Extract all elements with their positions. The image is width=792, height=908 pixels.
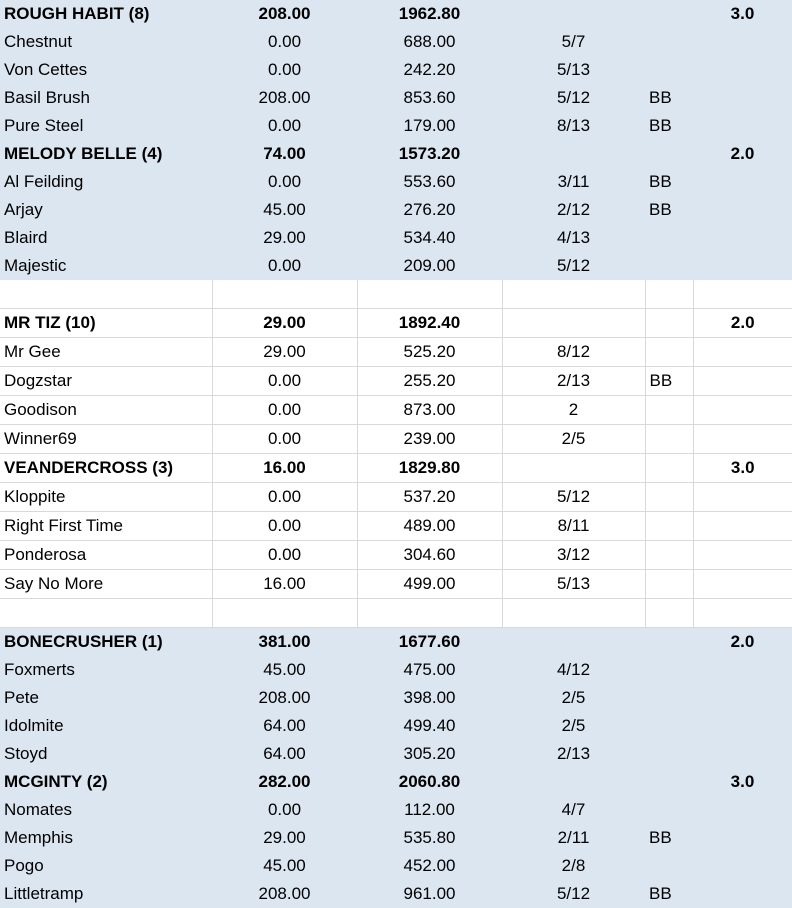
bb-cell [645,570,693,599]
score-cell: 208.00 [212,880,357,908]
bb-cell [645,740,693,768]
player-row [0,168,792,196]
position-cell [502,140,645,168]
team-row [0,768,792,796]
empty-cell [357,599,502,628]
position-cell: 4/12 [502,656,645,684]
score-cell: 74.00 [212,140,357,168]
player-name: Al Feilding [0,168,212,196]
player-name: Arjay [0,196,212,224]
score-cell: 64.00 [212,712,357,740]
bb-cell [645,396,693,425]
player-name: Idolmite [0,712,212,740]
bb-cell: BB [645,168,693,196]
player-name: Littletramp [0,880,212,908]
player-name: Blaird [0,224,212,252]
position-cell: 4/13 [502,224,645,252]
total-cell: 276.20 [357,196,502,224]
total-cell: 112.00 [357,796,502,824]
points-cell: 2.0 [693,140,792,168]
player-row [0,656,792,684]
team-name: MELODY BELLE (4) [0,140,212,168]
bb-cell [645,656,693,684]
player-row [0,396,792,425]
total-cell: 1677.60 [357,628,502,657]
score-cell: 208.00 [212,84,357,112]
position-cell: 3/12 [502,541,645,570]
score-cell: 45.00 [212,852,357,880]
points-cell [693,28,792,56]
player-row [0,28,792,56]
points-cell: 3.0 [693,454,792,483]
team-row [0,454,792,483]
position-cell [502,0,645,28]
total-cell: 873.00 [357,396,502,425]
player-row [0,367,792,396]
score-cell: 0.00 [212,512,357,541]
player-row [0,56,792,84]
player-row [0,425,792,454]
bb-cell [645,140,693,168]
player-name: Pogo [0,852,212,880]
separator-row [0,599,792,628]
score-cell: 45.00 [212,656,357,684]
total-cell: 853.60 [357,84,502,112]
empty-cell [357,280,502,309]
points-cell [693,684,792,712]
points-cell [693,168,792,196]
total-cell: 179.00 [357,112,502,140]
score-cell: 45.00 [212,196,357,224]
player-row [0,684,792,712]
player-name: Mr Gee [0,338,212,367]
player-row [0,112,792,140]
team-name: VEANDERCROSS (3) [0,454,212,483]
player-row [0,224,792,252]
position-cell: 8/11 [502,512,645,541]
score-cell: 29.00 [212,309,357,338]
score-cell: 0.00 [212,56,357,84]
player-name: Stoyd [0,740,212,768]
team-row [0,628,792,657]
player-name: Right First Time [0,512,212,541]
total-cell: 499.00 [357,570,502,599]
score-cell: 0.00 [212,396,357,425]
total-cell: 2060.80 [357,768,502,796]
points-cell [693,425,792,454]
total-cell: 398.00 [357,684,502,712]
points-cell [693,824,792,852]
position-cell: 5/13 [502,56,645,84]
points-cell [693,512,792,541]
position-cell: 2/13 [502,367,645,396]
points-cell [693,541,792,570]
position-cell: 5/12 [502,483,645,512]
team-name: BONECRUSHER (1) [0,628,212,657]
points-cell: 2.0 [693,628,792,657]
position-cell: 2/12 [502,196,645,224]
position-cell: 8/12 [502,338,645,367]
bb-cell: BB [645,880,693,908]
bb-cell [645,252,693,280]
bb-cell [645,768,693,796]
total-cell: 242.20 [357,56,502,84]
score-cell: 0.00 [212,252,357,280]
player-name: Pure Steel [0,112,212,140]
empty-cell [645,599,693,628]
score-cell: 29.00 [212,824,357,852]
score-cell: 0.00 [212,28,357,56]
score-cell: 0.00 [212,367,357,396]
bb-cell [645,56,693,84]
position-cell: 2/11 [502,824,645,852]
points-cell: 3.0 [693,768,792,796]
points-cell [693,483,792,512]
team-row [0,309,792,338]
empty-cell [502,599,645,628]
bb-cell [645,425,693,454]
player-name: Pete [0,684,212,712]
position-cell: 3/11 [502,168,645,196]
team-name: MR TIZ (10) [0,309,212,338]
bb-cell: BB [645,112,693,140]
points-cell [693,338,792,367]
player-row [0,796,792,824]
position-cell: 2 [502,396,645,425]
player-row [0,570,792,599]
empty-cell [212,280,357,309]
player-row [0,512,792,541]
player-row [0,880,792,908]
points-cell: 2.0 [693,309,792,338]
position-cell: 5/12 [502,84,645,112]
bb-cell: BB [645,196,693,224]
player-row [0,252,792,280]
position-cell: 4/7 [502,796,645,824]
player-row [0,541,792,570]
empty-cell [693,599,792,628]
points-cell [693,570,792,599]
team-row [0,140,792,168]
score-cell: 29.00 [212,224,357,252]
position-cell: 2/13 [502,740,645,768]
points-cell [693,84,792,112]
total-cell: 489.00 [357,512,502,541]
empty-cell [502,280,645,309]
total-cell: 1829.80 [357,454,502,483]
bb-cell [645,0,693,28]
score-cell: 64.00 [212,740,357,768]
player-row [0,712,792,740]
total-cell: 961.00 [357,880,502,908]
score-cell: 0.00 [212,483,357,512]
score-cell: 0.00 [212,112,357,140]
bb-cell [645,28,693,56]
player-row [0,483,792,512]
team-row [0,0,792,28]
bb-cell [645,796,693,824]
player-name: Ponderosa [0,541,212,570]
total-cell: 688.00 [357,28,502,56]
score-cell: 29.00 [212,338,357,367]
player-row [0,824,792,852]
points-cell [693,252,792,280]
player-name: Von Cettes [0,56,212,84]
total-cell: 499.40 [357,712,502,740]
player-name: Kloppite [0,483,212,512]
position-cell [502,628,645,657]
position-cell [502,309,645,338]
score-cell: 208.00 [212,0,357,28]
empty-cell [212,599,357,628]
total-cell: 535.80 [357,824,502,852]
bb-cell [645,512,693,541]
player-name: Goodison [0,396,212,425]
points-cell: 3.0 [693,0,792,28]
team-name: ROUGH HABIT (8) [0,0,212,28]
total-cell: 1892.40 [357,309,502,338]
bb-cell [645,224,693,252]
player-name: Dogzstar [0,367,212,396]
bb-cell: BB [645,84,693,112]
points-cell [693,396,792,425]
score-cell: 16.00 [212,454,357,483]
points-cell [693,196,792,224]
score-cell: 0.00 [212,168,357,196]
player-name: Memphis [0,824,212,852]
bb-cell [645,684,693,712]
points-cell [693,112,792,140]
position-cell: 2/8 [502,852,645,880]
total-cell: 534.40 [357,224,502,252]
bb-cell [645,309,693,338]
score-cell: 381.00 [212,628,357,657]
bb-cell [645,454,693,483]
total-cell: 553.60 [357,168,502,196]
total-cell: 1573.20 [357,140,502,168]
total-cell: 255.20 [357,367,502,396]
bb-cell [645,712,693,740]
total-cell: 475.00 [357,656,502,684]
player-name: Majestic [0,252,212,280]
bb-cell [645,628,693,657]
position-cell: 5/13 [502,570,645,599]
total-cell: 304.60 [357,541,502,570]
empty-cell [0,280,212,309]
player-row [0,338,792,367]
player-name: Winner69 [0,425,212,454]
score-cell: 16.00 [212,570,357,599]
total-cell: 209.00 [357,252,502,280]
empty-cell [645,280,693,309]
points-cell [693,56,792,84]
position-cell: 5/7 [502,28,645,56]
player-name: Basil Brush [0,84,212,112]
total-cell: 452.00 [357,852,502,880]
position-cell [502,454,645,483]
score-cell: 0.00 [212,425,357,454]
points-cell [693,224,792,252]
total-cell: 525.20 [357,338,502,367]
player-name: Say No More [0,570,212,599]
total-cell: 1962.80 [357,0,502,28]
score-cell: 0.00 [212,541,357,570]
player-row [0,740,792,768]
points-cell [693,880,792,908]
points-cell [693,712,792,740]
empty-cell [0,599,212,628]
position-cell: 2/5 [502,425,645,454]
position-cell: 8/13 [502,112,645,140]
position-cell: 2/5 [502,684,645,712]
total-cell: 305.20 [357,740,502,768]
player-name: Foxmerts [0,656,212,684]
bb-cell: BB [645,824,693,852]
position-cell: 2/5 [502,712,645,740]
total-cell: 239.00 [357,425,502,454]
points-cell [693,796,792,824]
points-cell [693,852,792,880]
points-cell [693,656,792,684]
player-name: Nomates [0,796,212,824]
player-row [0,196,792,224]
team-name: MCGINTY (2) [0,768,212,796]
position-cell: 5/12 [502,880,645,908]
bb-cell [645,852,693,880]
points-cell [693,740,792,768]
player-row [0,852,792,880]
separator-row [0,280,792,309]
bb-cell: BB [645,367,693,396]
empty-cell [693,280,792,309]
points-cell [693,367,792,396]
position-cell [502,768,645,796]
player-name: Chestnut [0,28,212,56]
bb-cell [645,541,693,570]
total-cell: 537.20 [357,483,502,512]
bb-cell [645,338,693,367]
score-cell: 208.00 [212,684,357,712]
player-row [0,84,792,112]
score-cell: 0.00 [212,796,357,824]
position-cell: 5/12 [502,252,645,280]
bb-cell [645,483,693,512]
score-cell: 282.00 [212,768,357,796]
